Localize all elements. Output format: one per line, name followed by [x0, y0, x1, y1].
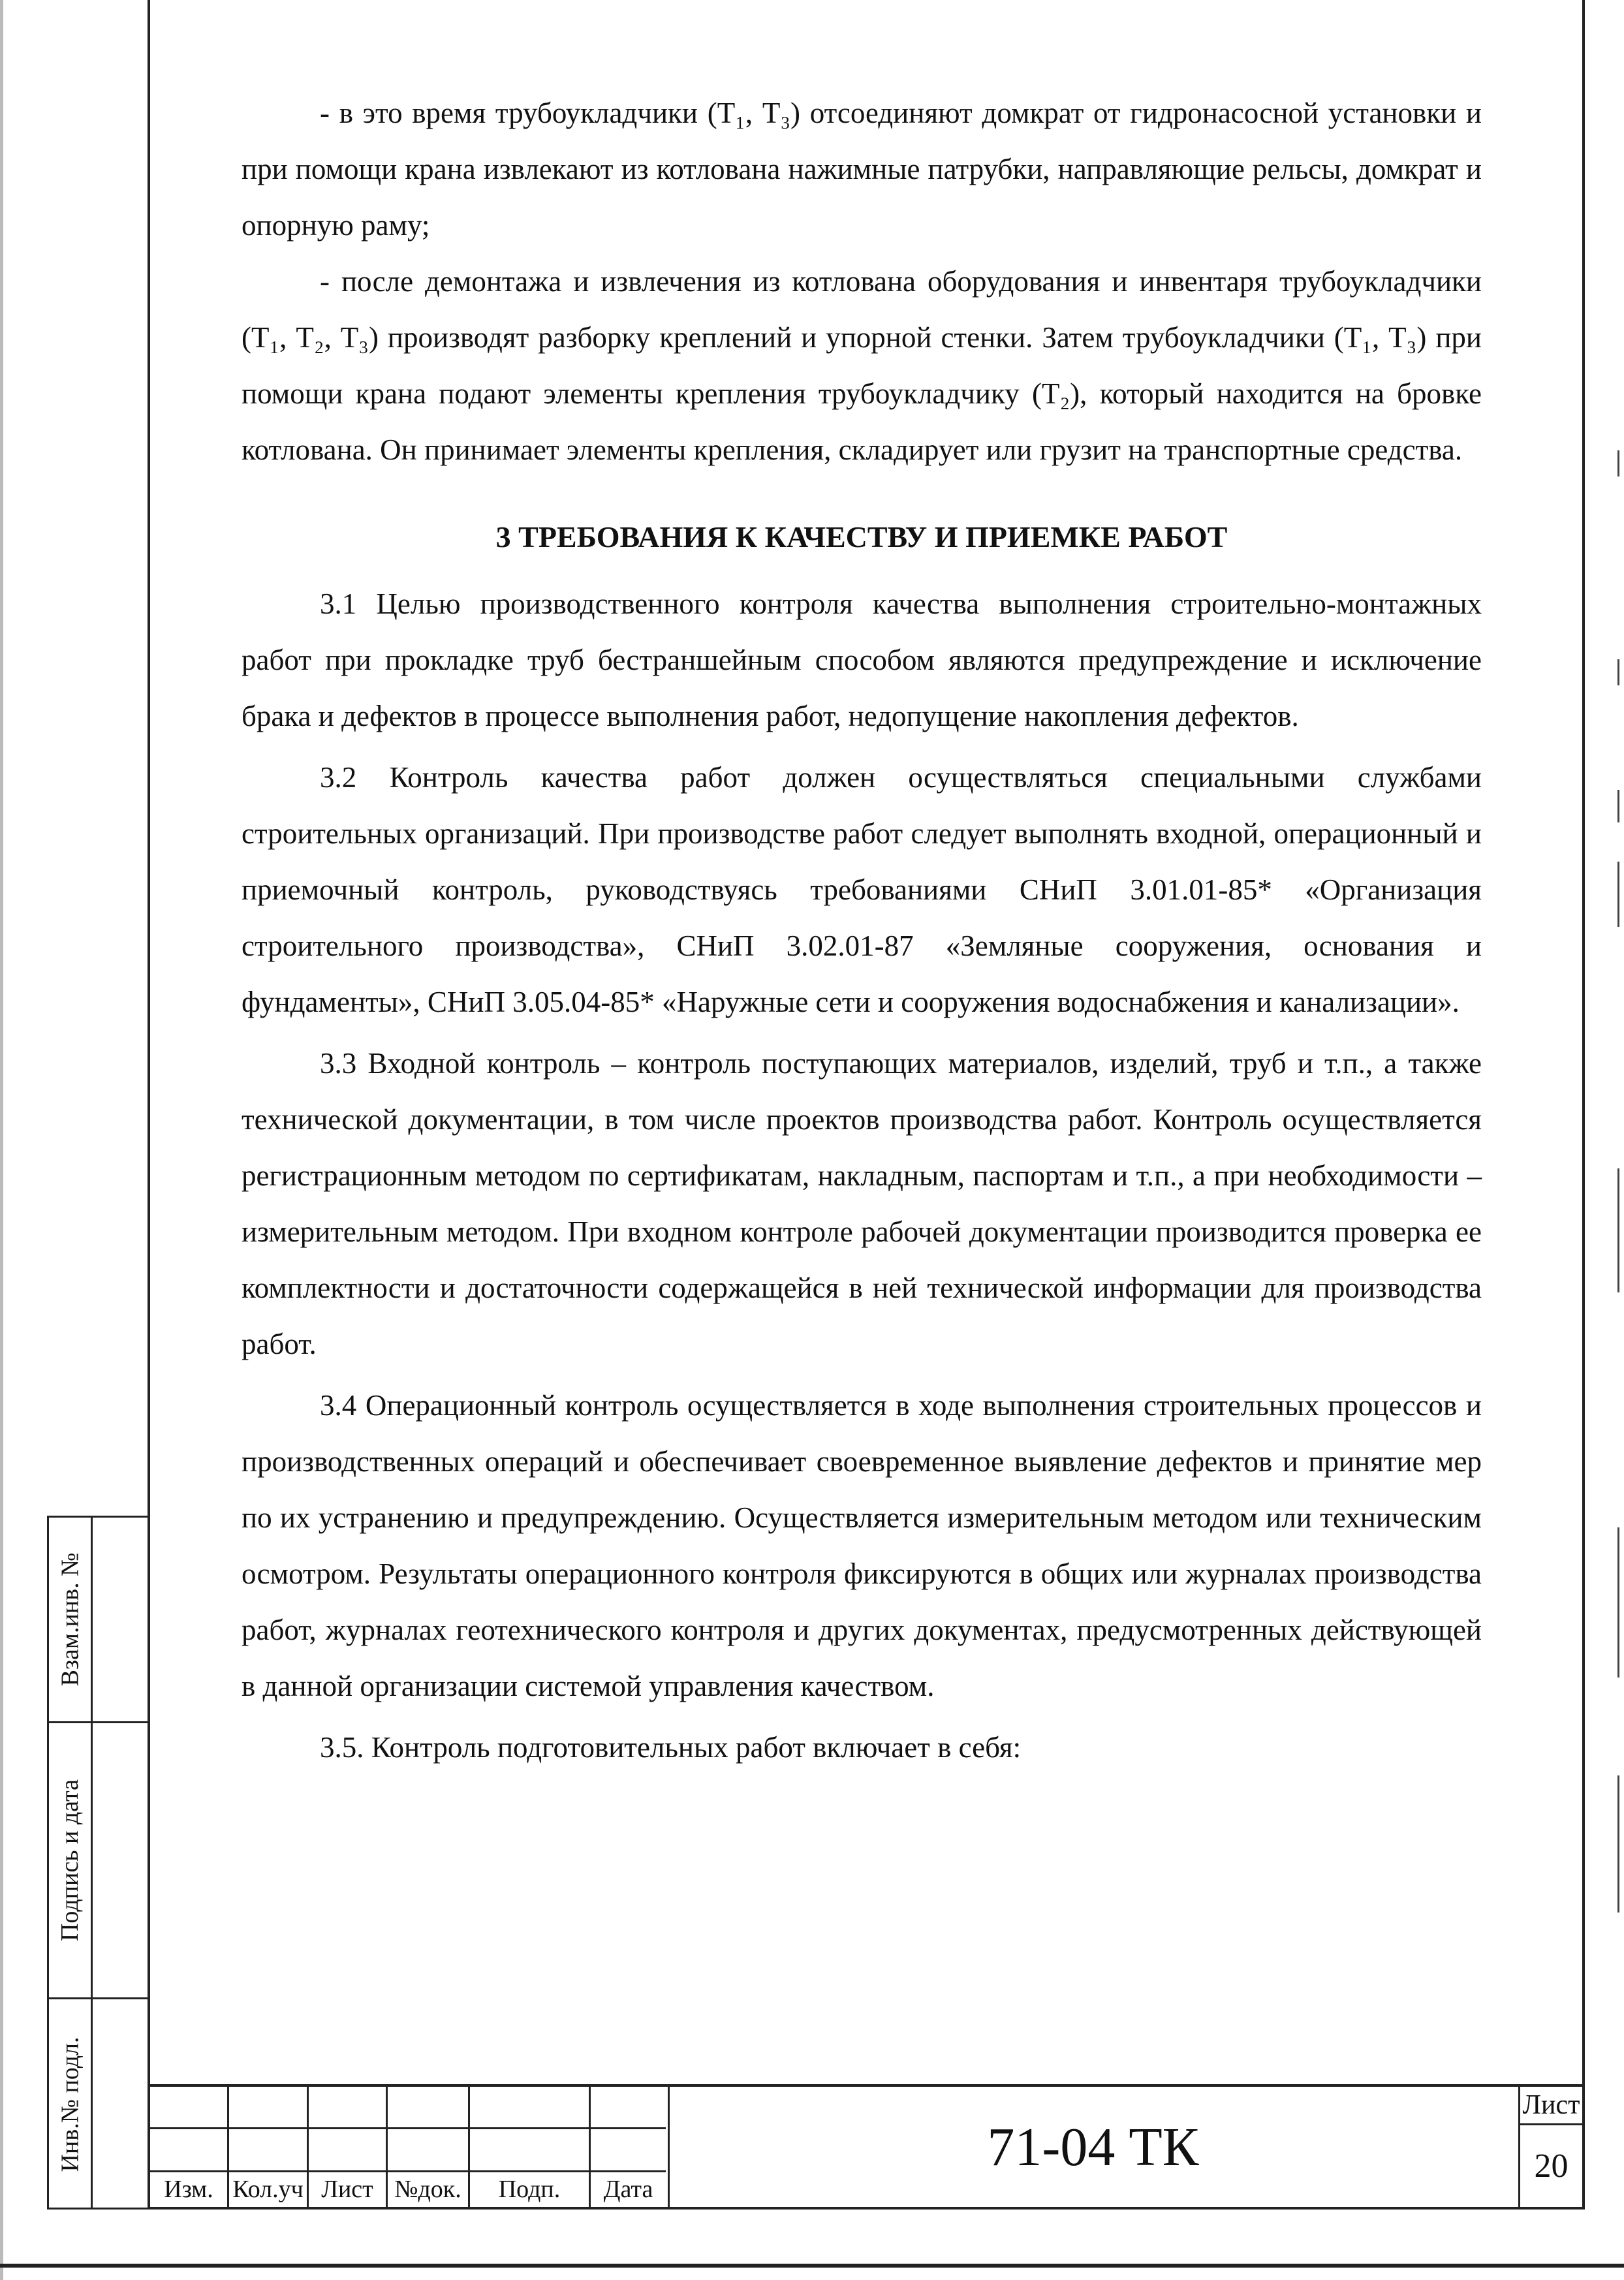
header-sheet: Лист — [321, 2176, 373, 2203]
paragraph-3-5: 3.5. Контроль подготовительных работ включает в себя: — [320, 1731, 1022, 1764]
sheet-number: 20 — [1534, 2147, 1569, 2185]
sheet-number-box — [1518, 2087, 1582, 2207]
scan-left-edge — [0, 0, 3, 2280]
sheet-label: Лист — [1520, 2087, 1582, 2125]
original-inventory-label: Инв.№ подл. — [56, 2037, 84, 2172]
header-signature: Подп. — [498, 2176, 561, 2203]
signature-date-label: Подпись и дата — [56, 1779, 84, 1942]
strip-divider-vertical — [91, 1518, 93, 2208]
scan-bottom-edge — [0, 2264, 1624, 2268]
side-stamp-strip — [47, 1516, 149, 2210]
paragraph-3-4: 3.4 Операционный контроль осуществляется в ходе выполнения строительных процессов и производственных операций и обеспечивает своевременное выявление дефектов и принятие мер по их устранению и предупреждению. Осуществляется измерительным методом или техническим осмотром. Результаты операционного контроля фиксируются в общих или журналах производства работ, журналах геотехнического контроля и других документах, предусмотренных действующей в данной организации системой управления качеством. — [242, 1389, 1482, 1702]
header-date: Дата — [603, 2176, 653, 2203]
header-doc-number: №док. — [394, 2176, 461, 2203]
section-title: 3 ТРЕБОВАНИЯ К КАЧЕСТВУ И ПРИЕМКЕ РАБОТ — [495, 520, 1228, 554]
title-block — [150, 2084, 1582, 2207]
document-body — [242, 85, 1482, 1775]
paragraph-3-3: 3.3 Входной контроль – контроль поступающих материалов, изделий, труб и т.п., а также технической документации, в том числе проектов производства работ. Контроль осуществляется регистрационным методом по сертификатам, накладным, паспортам и т.п., а при необходимости – измерительным методом. При входном контроле рабочей документации производится проверка ее комплектности и достаточности содержащейся в ней технической информации для производства работ. — [242, 1047, 1482, 1360]
document-code: 71-04 ТК — [668, 2087, 1516, 2207]
header-change: Изм. — [164, 2176, 213, 2203]
header-quantity: Кол.уч — [232, 2176, 304, 2203]
paragraph-3-2: 3.2 Контроль качества работ должен осуществляться специальными службами строительных организаций. При производстве работ следует выполнять входной, операционный и приемочный контроль, руководствуясь требованиями СНиП 3.01.01-85* «Организация строительного производства», СНиП 3.02.01-87 «Земляные сооружения, основания и фундаменты», СНиП 3.05.04-85* «Наружные сети и сооружения водоснабжения и канализации». — [242, 761, 1482, 1018]
paragraph-3-1: 3.1 Целью производственного контроля качества выполнения строительно-монтажных работ при прокладке труб бестраншейным способом являются предупреждение и исключение брака и дефектов в процессе выполнения работ, недопущение накопления дефектов. — [242, 587, 1482, 732]
revision-table — [150, 2087, 666, 2207]
paragraph-dismantling: - после демонтажа и извлечения из котлована оборудования и инвентаря трубоукладчики (Т₁, Т₂, Т₃) производят разборку креплений и упорной стенки. Затем трубоукладчики (Т₁, Т₃) при помощи крана подают элементы крепления трубоукладчику (Т₂), который находится на бровке котлована. Он принимает элементы крепления, складирует или грузит на транспортные средства. — [242, 265, 1482, 466]
replaced-inventory-label: Взам.инв. № — [56, 1552, 84, 1687]
paragraph-equipment-removal: - в это время трубоукладчики (Т₁, Т₃) отсоединяют домкрат от гидронасосной установки и при помощи крана извлекают из котлована нажимные патрубки, направляющие рельсы, домкрат и опорную раму; — [242, 97, 1482, 242]
